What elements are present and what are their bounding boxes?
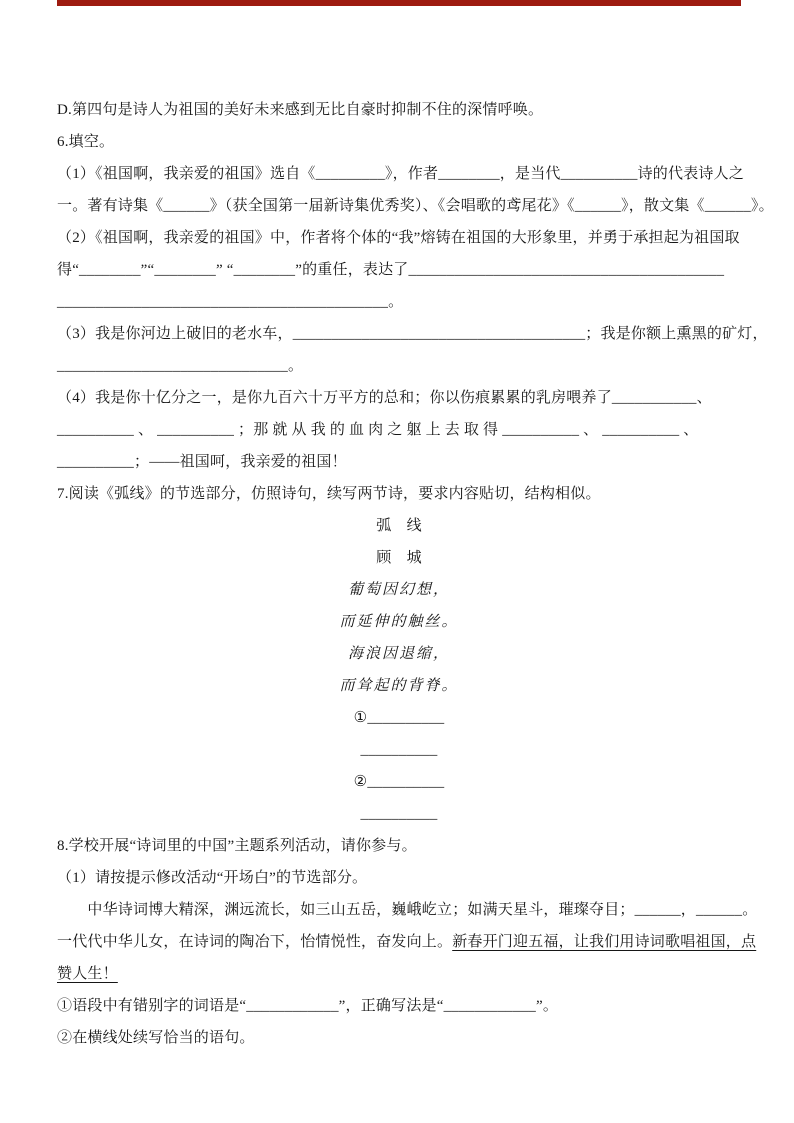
poem-line-1: 葡萄因幻想，: [347, 582, 450, 598]
worksheet-content: [57, 94, 774, 1054]
q8-paragraph-line3: [57, 958, 741, 990]
poem-line-2: 而延伸的触丝。: [339, 614, 459, 630]
q6-part1-line2: 一。著有诗集《______》（获全国第一届新诗集优秀奖）、《会唱歌的鸢尾花》《______》，散文集《______》。: [57, 198, 774, 214]
q6-heading: 6.填空。: [57, 134, 115, 150]
q8-item2: ②在横线处续写恰当的语句。: [57, 1030, 255, 1046]
q6-part2-line2: 得“________”“________” “________”的重任，表达了_________________________________________: [57, 262, 725, 278]
q8-heading: 8.学校开展“诗词里的中国”主题系列活动，请你参与。: [57, 838, 417, 854]
poem-title: 弧 线: [376, 518, 422, 534]
poem-author: 顾 城: [376, 550, 422, 566]
poem-answer-blank-2b: __________: [360, 806, 438, 822]
poem-line-4: 而耸起的背脊。: [339, 678, 459, 694]
poem-line-3: 海浪因退缩，: [347, 646, 450, 662]
poem-answer-blank-1a: ①__________: [353, 710, 445, 726]
q6-part4-line3: __________；——祖国呵，我亲爱的祖国！: [57, 454, 347, 470]
q6-part1-line1: （1）《祖国啊，我亲爱的祖国》选自《_________》，作者________，是当代__________诗的代表诗人之: [57, 166, 745, 182]
q6-part4-line2: __________ 、 __________ ；那 就 从 我 的 血 肉 之 躯 上 去 取 得 __________ 、 __________ 、: [57, 422, 699, 438]
q8-sub1: （1）请按提示修改活动“开场白”的节选部分。: [57, 870, 368, 886]
q8-paragraph-line1: 中华诗词博大精深，渊远流长，如三山五岳，巍峨屹立；如满天星斗，璀璨夺目；______，______。: [57, 902, 758, 918]
q6-part3-blank-line: ______________________________。: [57, 358, 304, 374]
q8-item1: ①语段中有错别字的词语是“____________”，正确写法是“____________”。: [57, 998, 559, 1014]
q8-paragraph-line2: [57, 926, 757, 958]
q6-part4-line1: （4）我是你十亿分之一，是你九百六十万平方的总和；你以伤痕累累的乳房喂养了___________、: [57, 390, 712, 406]
option-d-text: D.第四句是诗人为祖国的美好未来感到无比自豪时抑制不住的深情呼唤。: [57, 102, 544, 118]
q6-part2-line1: （2）《祖国啊，我亲爱的祖国》中，作者将个体的“我”熔铸在祖国的大形象里，并勇于承担起为祖国取: [57, 230, 740, 246]
poem-answer-blank-1b: __________: [360, 742, 438, 758]
q7-heading: 7.阅读《弧线》的节选部分，仿照诗句，续写两节诗，要求内容贴切，结构相似。: [57, 486, 601, 502]
q8-paragraph-line2-normal: 一代代中华儿女，在诗词的陶冶下，怡情悦性，奋发向上。: [57, 934, 453, 950]
poem-answer-blank-2a: ②__________: [353, 774, 445, 790]
q8-paragraph-line2-underlined: 新春开门迎五福，让我们用诗词歌唱祖国，点: [452, 934, 757, 950]
q8-paragraph-line3-underlined: 赞人生！: [57, 966, 118, 982]
q6-part2-blank-line: ___________________________________________。: [57, 294, 404, 310]
q6-part3-line1: （3）我是你河边上破旧的老水车，______________________________________；我是你额上熏黑的矿灯，: [57, 326, 768, 342]
top-red-banner-edge: [57, 0, 741, 6]
